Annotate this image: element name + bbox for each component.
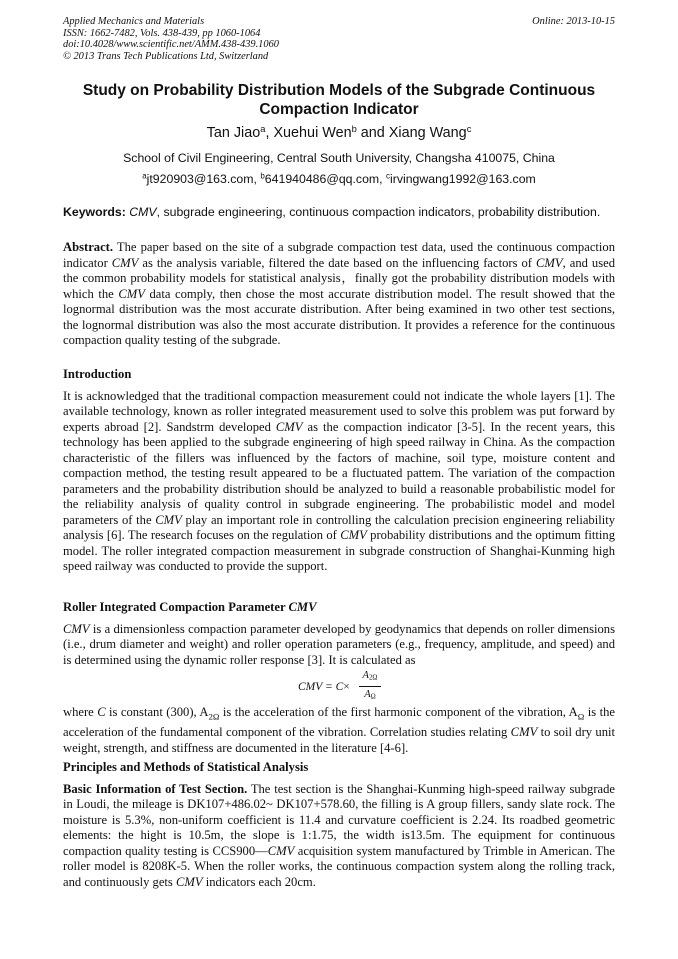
- formula-lhs: CMV = C: [298, 681, 344, 693]
- formula-times: ×: [343, 681, 350, 693]
- cmv-formula: [298, 669, 408, 707]
- author-1: Tan Jiao: [206, 125, 261, 141]
- principles-section: [63, 760, 615, 890]
- abstract: Abstract. The paper based on the site of a subgrade compaction test data, used the continuous compaction indicator CMV as the analysis variable, filtered the date based on the influencing factors of CMV, and used the common probability models for statistical analysis，finally got the probability distribution models with which the CMV data comply, then chose the most accurate distribution model. The result showed that the lognormal distribution was the most accurate distribution. After being examined in two other test sections, the lognormal distribution was also the most accurate distribution. It provides a reference for the continuous compaction quality testing of the subgrade.: [63, 240, 616, 347]
- issn-line: ISSN: 1662-7482, Vols. 438-439, pp 1060-1064: [63, 27, 261, 39]
- author-list: [63, 125, 615, 142]
- email-3-mark: c: [386, 171, 390, 181]
- keywords: Keywords: CMV, subgrade engineering, continuous compaction indicators, probability distribution.: [63, 205, 601, 219]
- roller-text: CMV is a dimensionless compaction parameter developed by geodynamics that depends on roller dimensions (i.e., drum diameter and weight) and roller operation parameters (e.g., frequency, amplitude, and speed) and is determined using the dynamic roller response [3]. It is calculated as: [63, 621, 615, 667]
- author-1-mark: a: [260, 123, 266, 134]
- email-1: jt920903@163.com: [146, 172, 254, 186]
- journal-header: [63, 16, 615, 62]
- copyright-line: © 2013 Trans Tech Publications Ltd, Switzerland: [63, 50, 269, 62]
- formula-fraction: [359, 669, 381, 703]
- affiliation: School of Civil Engineering, Central South University, Changsha 410075, China: [123, 151, 555, 165]
- keywords-label: Keywords:: [63, 205, 126, 219]
- email-2-mark: b: [260, 171, 265, 181]
- title-line-1: Study on Probability Distribution Models of the Subgrade Continuous: [82, 82, 596, 99]
- principles-text: Basic Information of Test Section. The test section is the Shanghai-Kunming high-speed railway subgrade in Loudi, the mileage is DK107+486.02~ DK107+578.60, the filling is A group fillers, sandy slate rock. The moisture is 5.3%, non-uniform coefficient is 11.4 and curvature coefficient is 2.24. Its roadbed geometric elements: the hight is 10.5m, the slope is 1:1.75, the width is13.5m. The equipment for continuous compaction quality testing is CCS900—CMV acquisition system manufactured by Trimble in American. The roller model is 8208K-5. When the roller works, the continuous compaction system along the rolling track, and continuously gets CMV indicators each 20cm.: [63, 781, 616, 889]
- introduction-text: It is acknowledged that the traditional compaction measurement could not indicate the whole layers [1]. The available technology, known as roller integrated measurement used to solve this problem was put forward by experts abroad [2]. Sandstrm developed CMV as the compaction indicator [3-5]. In the recent years, this technology has been applied to the subgrade engineering of high speed railway in China. As the compaction characteristic of the fillers was influenced by the factors of machine, soil type, moisture content and compaction method, the testing result appeared to be a fluctuated pattem. The variation of the compaction parameters and the probability distribution should be analyzed to build a reasonable probabilistic model for the reliability analysis of quality control in subgrade engineering. The probabilistic model and model parameters of the CMV play an important role in controlling the calculation precision engineering reliability analysis [6]. The research focuses on the regulation of CMV probability distributions and the optimum fitting model. The roller integrated compaction measurement in subgrade construction of Shanghai-Kunming high speed railway was conducted to provide the support.: [63, 388, 616, 573]
- email-3: irvingwang1992@163.com: [390, 172, 536, 186]
- fraction-bar: [359, 686, 381, 687]
- doi-line: doi:10.4028/www.scientific.net/AMM.438-439.1060: [63, 39, 279, 51]
- online-date: Online: 2013-10-15: [532, 16, 615, 27]
- author-2-mark: b: [351, 123, 357, 134]
- email-list: $^a$jt920903@163.com, $^b$641940486@qq.com, $^c$irvingwang1992@163.com: [142, 171, 536, 186]
- author-2: Xuehui Wen: [273, 125, 352, 141]
- roller-section: [63, 600, 615, 668]
- paper-title: [63, 82, 615, 119]
- formula-numerator: $A_{2\Omega}$: [362, 670, 378, 682]
- introduction-section: [63, 367, 615, 575]
- journal-name: Applied Mechanics and Materials: [63, 16, 205, 27]
- formula-denominator: $A_\Omega$: [364, 688, 376, 701]
- author-3-mark: c: [466, 123, 472, 134]
- author-3: Xiang Wang: [388, 125, 467, 141]
- roller-heading: Roller Integrated Compaction Parameter CMV: [63, 600, 317, 614]
- title-line-2: Compaction Indicator: [259, 100, 419, 118]
- test-section-label: Basic Information of Test Section.: [63, 781, 248, 796]
- formula-explanation: where C is constant (300), $A_{2\Omega}$ is the acceleration of the first harmonic component of the vibration, $A_\Omega$ is the acceleration of the fundamental component of the vibration. Correlation studies relating CMV to soil dry unit weight, strength, and stiffness are documented in the literature [4-6].: [63, 705, 616, 755]
- author-separator-2: and: [356, 125, 389, 141]
- author-separator-1: ,: [265, 125, 274, 141]
- email-2: 641940486@qq.com: [264, 172, 380, 186]
- principles-heading: Principles and Methods of Statistical Analysis: [63, 760, 309, 774]
- introduction-heading: Introduction: [63, 367, 132, 381]
- abstract-label: Abstract.: [63, 240, 114, 254]
- email-1-mark: a: [142, 171, 147, 181]
